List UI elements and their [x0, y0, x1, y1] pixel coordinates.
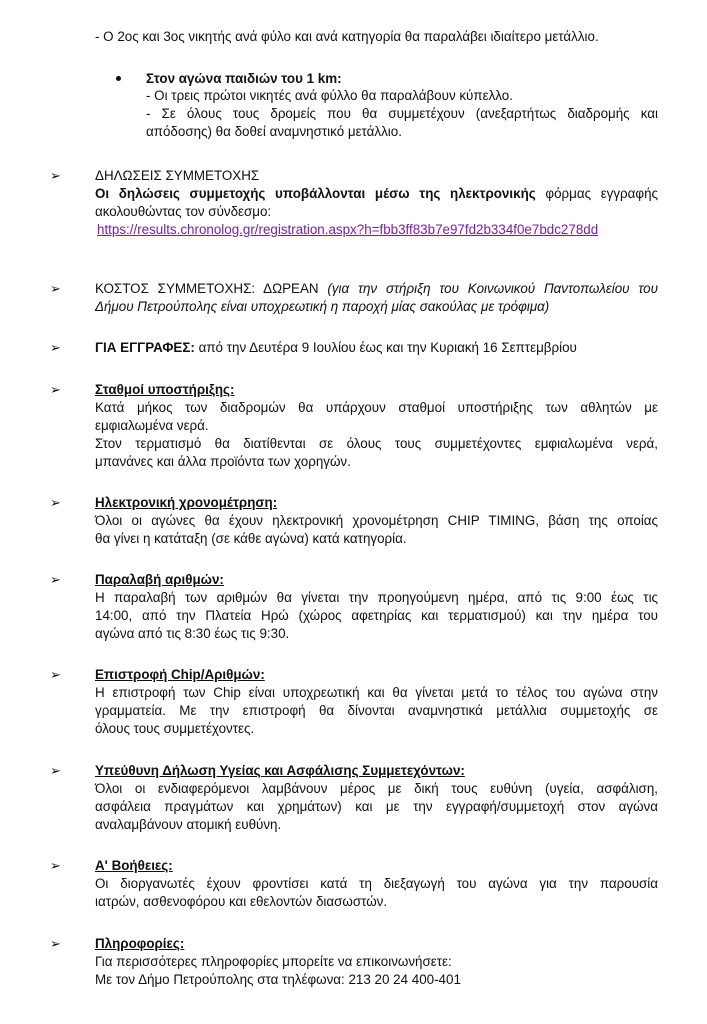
kids-race-title: Στον αγώνα παιδιών του 1 km: — [146, 71, 342, 86]
first-aid-line: Οι διοργανωτές έχουν φροντίσει κατά τη διεξαγωγή του αγώνα για την παρουσία — [95, 876, 658, 891]
support-title: Σταθμοί υποστήριξης: — [95, 382, 235, 397]
arrow-bullet-icon: ➢ — [50, 382, 61, 397]
chip-return-line: όλους τους συμμετέχοντες. — [95, 721, 255, 736]
registration-link[interactable]: https://results.chronolog.gr/registration.aspx?h=fbb3ff83b7e97fd2b334f0e7bdc278dd — [97, 222, 599, 237]
cost-note: (για την στήριξη του Κοινωνικού Παντοπωλείου του — [318, 281, 658, 296]
winners-medal-text: - Ο 2ος και 3ος νικητής ανά φύλο και ανά κατηγορία θα παραλάβει ιδιαίτερο μετάλλιο. — [95, 29, 599, 44]
cost-note-line: Δήμου Πετρούπολης είναι υποχρεωτική η παροχή μίας σακούλας με τρόφιμα) — [95, 299, 550, 314]
arrow-bullet-icon: ➢ — [50, 936, 61, 951]
arrow-bullet-icon: ➢ — [50, 763, 61, 778]
arrow-bullet-icon: ➢ — [50, 667, 61, 682]
kids-race-line: - Οι τρεις πρώτοι νικητές ανά φύλλο θα παραλάβουν κύπελλο. — [146, 88, 513, 103]
declarations-text — [95, 185, 658, 202]
support-line: Κατά μήκος των διαδρομών θα υπάρχουν σταθμοί υποστήριξης των αθλητών με — [95, 400, 658, 415]
chip-return-title: Επιστροφή Chip/Αριθμών: — [95, 667, 265, 682]
health-line: Όλοι οι ενδιαφερόμενοι λαμβάνουν μέρος με δική τους ευθύνη (υγεία, ασφάλιση, — [95, 781, 658, 796]
kids-race-line: - Σε όλους τους δρομείς που θα συμμετέχουν (ανεξαρτήτως διαδρομής και — [146, 106, 658, 121]
numbers-line: Η παραλαβή των αριθμών θα γίνεται την προηγούμενη ημέρα, από τις 9:00 έως τις — [95, 590, 658, 605]
support-line: εμφιαλωμένα νερά. — [95, 418, 209, 433]
declarations-rest: φόρμας εγγραφής — [535, 186, 659, 201]
health-line: αναλαμβάνουν ατομική ευθύνη. — [95, 817, 282, 832]
arrow-bullet-icon: ➢ — [50, 572, 61, 587]
kids-race-line: απόδοσης) θα δοθεί αναμνηστικό μετάλλιο. — [146, 124, 402, 139]
declarations-line: ακολουθώντας τον σύνδεσμο: — [95, 204, 272, 219]
declarations-title: ΔΗΛΩΣΕΙΣ ΣΥΜΜΕΤΟΧΗΣ — [95, 168, 260, 183]
health-line: ασφάλεια πραγμάτων και χρημάτων) και με την εγγραφή/συμμετοχή στον αγώνα — [95, 799, 658, 814]
numbers-line: 14:00, από την Πλατεία Ηρώ (χώρος αφετηρίας και τερματισμού) και την ημέρα του — [95, 608, 658, 623]
support-line: μπανάνες και άλλα προϊόντα των χορηγών. — [95, 454, 351, 469]
arrow-bullet-icon: ➢ — [50, 168, 61, 183]
arrow-bullet-icon: ➢ — [50, 495, 61, 510]
bullet-dot — [116, 76, 121, 81]
first-aid-line: ιατρών, ασθενοφόρου και εθελοντών διασωστών. — [95, 894, 388, 909]
info-line: Για περισσότερες πληροφορίες μπορείτε να επικοινωνήσετε: — [95, 954, 452, 969]
info-title: Πληροφορίες: — [95, 936, 185, 951]
arrow-bullet-icon: ➢ — [50, 858, 61, 873]
arrow-bullet-icon: ➢ — [50, 281, 61, 296]
numbers-title: Παραλαβή αριθμών: — [95, 572, 224, 587]
numbers-line: αγώνα από τις 8:30 έως τις 9:30. — [95, 626, 290, 641]
registrations-text: από την Δευτέρα 9 Ιουλίου έως και την Κυριακή 16 Σεπτεμβρίου — [194, 340, 577, 355]
timing-line: Όλοι οι αγώνες θα έχουν ηλεκτρονική χρονομέτρηση CHIP TIMING, βάση της οποίας — [95, 513, 658, 528]
health-title: Υπεύθυνη Δήλωση Υγείας και Ασφάλισης Συμμετεχόντων: — [95, 763, 465, 778]
support-line: Στον τερματισμό θα διατίθενται σε όλους τους συμμετέχοντες εμφιαλωμένα νερά, — [95, 436, 658, 451]
registrations-line — [95, 339, 577, 356]
cost-label: ΚΟΣΤΟΣ ΣΥΜΜΕΤΟΧΗΣ: ΔΩΡΕΑΝ — [95, 281, 319, 296]
registrations-label: ΓΙΑ ΕΓΓΡΑΦΕΣ: — [95, 340, 195, 355]
chip-return-line: Η επιστροφή των Chip είναι υποχρεωτική και θα γίνεται μετά το τέλος του αγώνα στην — [95, 685, 658, 700]
cost-line — [95, 280, 658, 297]
arrow-bullet-icon: ➢ — [50, 340, 61, 355]
timing-title: Ηλεκτρονική χρονομέτρηση: — [95, 495, 278, 510]
first-aid-title: Α' Βοήθειες: — [95, 858, 173, 873]
info-phone-line: Με τον Δήμο Πετρούπολης στα τηλέφωνα: 213 20 24 400-401 — [95, 972, 461, 987]
chip-return-line: γραμματεία. Με την επιστροφή θα δίνονται αναμνηστικά μετάλλια συμμετοχής σε — [95, 703, 658, 718]
timing-line: θα γίνει η κατάταξη (σε κάθε αγώνα) κατά κατηγορία. — [95, 531, 407, 546]
declarations-bold: Οι δηλώσεις συμμετοχής υποβάλλονται μέσω της ηλεκτρονικής — [95, 186, 536, 201]
